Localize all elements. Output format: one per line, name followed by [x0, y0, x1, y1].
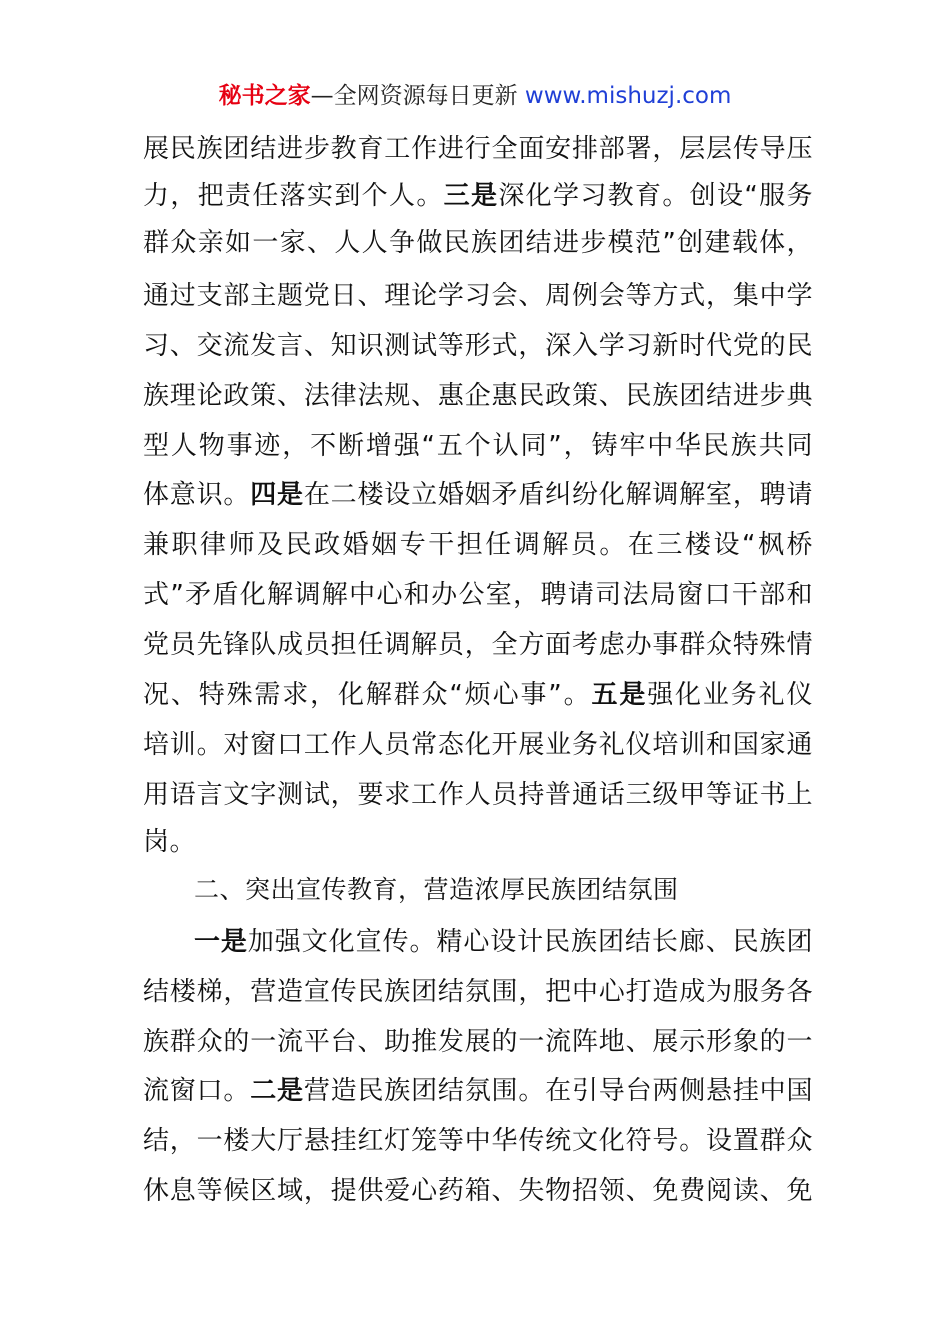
text-line: 通过支部主题党日、理论学习会、周例会等方式，集中学	[143, 281, 813, 311]
text-line: 族群众的一流平台、助推发展的一流阵地、展示形象的一	[143, 1027, 813, 1057]
bold-marker: 三是	[443, 181, 499, 211]
text-line: 兼职律师及民政婚姻专干担任调解员。在三楼设“枫桥	[143, 530, 813, 560]
text-line: 休息等候区域，提供爱心药箱、失物招领、免费阅读、免	[143, 1176, 813, 1206]
text-line: 力，把责任落实到个人。三是深化学习教育。创设“服务	[143, 181, 813, 211]
text-line: 结楼梯，营造宣传民族团结氛围，把中心打造成为服务各	[143, 977, 813, 1007]
text-line: 群众亲如一家、人人争做民族团结进步模范”创建载体，	[143, 228, 813, 258]
text-line: 展民族团结进步教育工作进行全面安排部署，层层传导压	[143, 134, 813, 164]
bold-marker: 二是	[250, 1076, 304, 1106]
text-line: 培训。对窗口工作人员常态化开展业务礼仪培训和国家通	[143, 730, 813, 760]
bold-marker: 四是	[250, 480, 304, 510]
bold-marker: 一是	[194, 927, 248, 957]
site-header	[0, 80, 950, 112]
text-line: 型人物事迹，不断增强“五个认同”，铸牢中华民族共同	[143, 431, 813, 461]
bold-marker: 五是	[591, 680, 648, 710]
text-line: 况、特殊需求，化解群众“烦心事”。五是强化业务礼仪	[143, 680, 813, 710]
text-line: 一是加强文化宣传。精心设计民族团结长廊、民族团	[194, 927, 813, 957]
text-line: 结，一楼大厅悬挂红灯笼等中华传统文化符号。设置群众	[143, 1126, 813, 1156]
text-line: 习、交流发言、知识测试等形式，深入学习新时代党的民	[143, 331, 813, 361]
header-tagline: —全网资源每日更新	[310, 83, 518, 109]
text-line: 族理论政策、法律法规、惠企惠民政策、民族团结进步典	[143, 381, 813, 411]
text-line: 党员先锋队成员担任调解员，全方面考虑办事群众特殊情	[143, 630, 813, 660]
text-line: 流窗口。二是营造民族团结氛围。在引导台两侧悬挂中国	[143, 1076, 813, 1106]
text-line: 用语言文字测试，要求工作人员持普通话三级甲等证书上	[143, 780, 813, 810]
text-line: 岗。	[143, 827, 197, 857]
section-heading: 二、突出宣传教育，营造浓厚民族团结氛围	[194, 875, 679, 904]
brand-name: 秘书之家	[218, 83, 311, 109]
text-line: 体意识。四是在二楼设立婚姻矛盾纠纷化解调解室，聘请	[143, 480, 813, 510]
text-line: 式”矛盾化解调解中心和办公室，聘请司法局窗口干部和	[143, 580, 813, 610]
site-url-link[interactable]: www.mishuzj.com	[524, 83, 732, 109]
